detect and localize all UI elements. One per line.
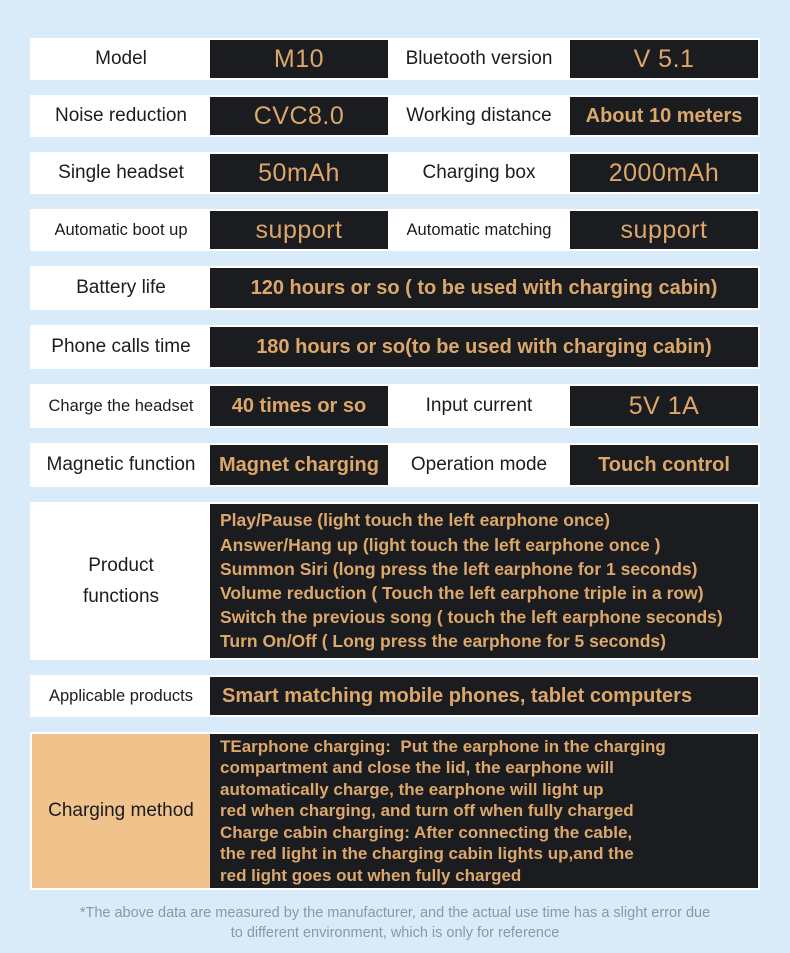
function-line: Summon Siri (long press the left earphone for 1 seconds) xyxy=(220,558,698,579)
charging-method-line: the red light in the charging cabin lights up,and the xyxy=(220,844,634,864)
noise-reduction-label: Noise reduction xyxy=(54,105,188,126)
product-functions-label-text: Product functions xyxy=(82,555,160,607)
charging-method-label: Charging method xyxy=(32,734,210,888)
single-headset-label: Single headset xyxy=(58,162,184,183)
spec-table xyxy=(30,38,760,890)
phone-calls-time-value: 180 hours or so(to be used with charging cabin) xyxy=(210,327,758,367)
phone-calls-time-label: Phone calls time xyxy=(51,336,191,357)
function-line: Play/Pause (light touch the left earphone once) xyxy=(220,510,610,531)
charging-method-line: automatically charge, the earphone will light up xyxy=(220,779,604,799)
automatic-boot-up-label: Automatic boot up xyxy=(54,220,188,239)
charging-box-value: 2000mAh xyxy=(570,154,758,192)
input-current-value: 5V 1A xyxy=(570,386,758,426)
charging-method-line: red light goes out when fully charged xyxy=(220,865,522,885)
working-distance-value: About 10 meters xyxy=(570,97,758,135)
battery-life-value: 120 hours or so ( to be used with charging cabin) xyxy=(210,268,758,308)
input-current-label: Input current xyxy=(425,395,533,416)
charging-method-line: compartment and close the lid, the earphone will xyxy=(220,758,614,778)
charging-box-label: Charging box xyxy=(422,162,536,183)
noise-reduction-value: CVC8.0 xyxy=(210,97,388,135)
spec-row-charge-input xyxy=(30,384,760,428)
automatic-matching-value: support xyxy=(570,211,758,249)
bluetooth-version-label: Bluetooth version xyxy=(405,48,553,69)
spec-row-noise-distance xyxy=(30,95,760,137)
spec-row-model xyxy=(30,38,760,80)
spec-row-automatic xyxy=(30,209,760,251)
spec-row-battery-life xyxy=(30,266,760,310)
footer-note xyxy=(0,903,790,943)
product-functions-label xyxy=(32,504,210,658)
charge-the-headset-label: Charge the headset xyxy=(48,396,194,415)
bluetooth-version-value: V 5.1 xyxy=(570,40,758,78)
single-headset-value: 50mAh xyxy=(210,154,388,192)
operation-mode-label: Operation mode xyxy=(410,454,548,475)
automatic-boot-up-value: support xyxy=(210,211,388,249)
charging-method-line: TEarphone charging: Put the earphone in the charging xyxy=(220,737,666,757)
applicable-products-label: Applicable products xyxy=(48,686,193,705)
operation-mode-value: Touch control xyxy=(570,445,758,485)
footer-note-line2: to different environment, which is only for reference xyxy=(230,925,560,941)
automatic-matching-label: Automatic matching xyxy=(406,220,552,239)
spec-row-magnetic-operation xyxy=(30,443,760,487)
footer-note-line1: *The above data are measured by the manufacturer, and the actual use time has a slight error due xyxy=(79,905,711,921)
function-line: Answer/Hang up (light touch the left earphone once ) xyxy=(220,534,661,555)
charging-method-value xyxy=(210,734,758,888)
spec-row-battery-capacity xyxy=(30,152,760,194)
spec-row-phone-calls xyxy=(30,325,760,369)
charging-method-line: red when charging, and turn off when fully charged xyxy=(220,801,634,821)
charge-the-headset-value: 40 times or so xyxy=(210,386,388,426)
applicable-products-value: Smart matching mobile phones, tablet computers xyxy=(210,677,758,715)
magnetic-function-value: Magnet charging xyxy=(210,445,388,485)
charging-method-line: Charge cabin charging: After connecting the cable, xyxy=(220,822,633,842)
function-line: Volume reduction ( Touch the left earphone triple in a row) xyxy=(220,583,704,603)
magnetic-function-label: Magnetic function xyxy=(46,454,196,475)
spec-row-charging-method xyxy=(30,732,760,890)
spec-row-applicable-products xyxy=(30,675,760,717)
function-line: Turn On/Off ( Long press the earphone for 5 seconds) xyxy=(220,631,666,652)
spec-row-product-functions xyxy=(30,502,760,660)
working-distance-label: Working distance xyxy=(406,105,552,126)
product-functions-value xyxy=(210,504,758,658)
model-label: Model xyxy=(95,48,147,69)
model-value: M10 xyxy=(210,40,388,78)
battery-life-label: Battery life xyxy=(76,277,166,298)
function-line: Switch the previous song ( touch the left earphone seconds) xyxy=(220,607,723,628)
